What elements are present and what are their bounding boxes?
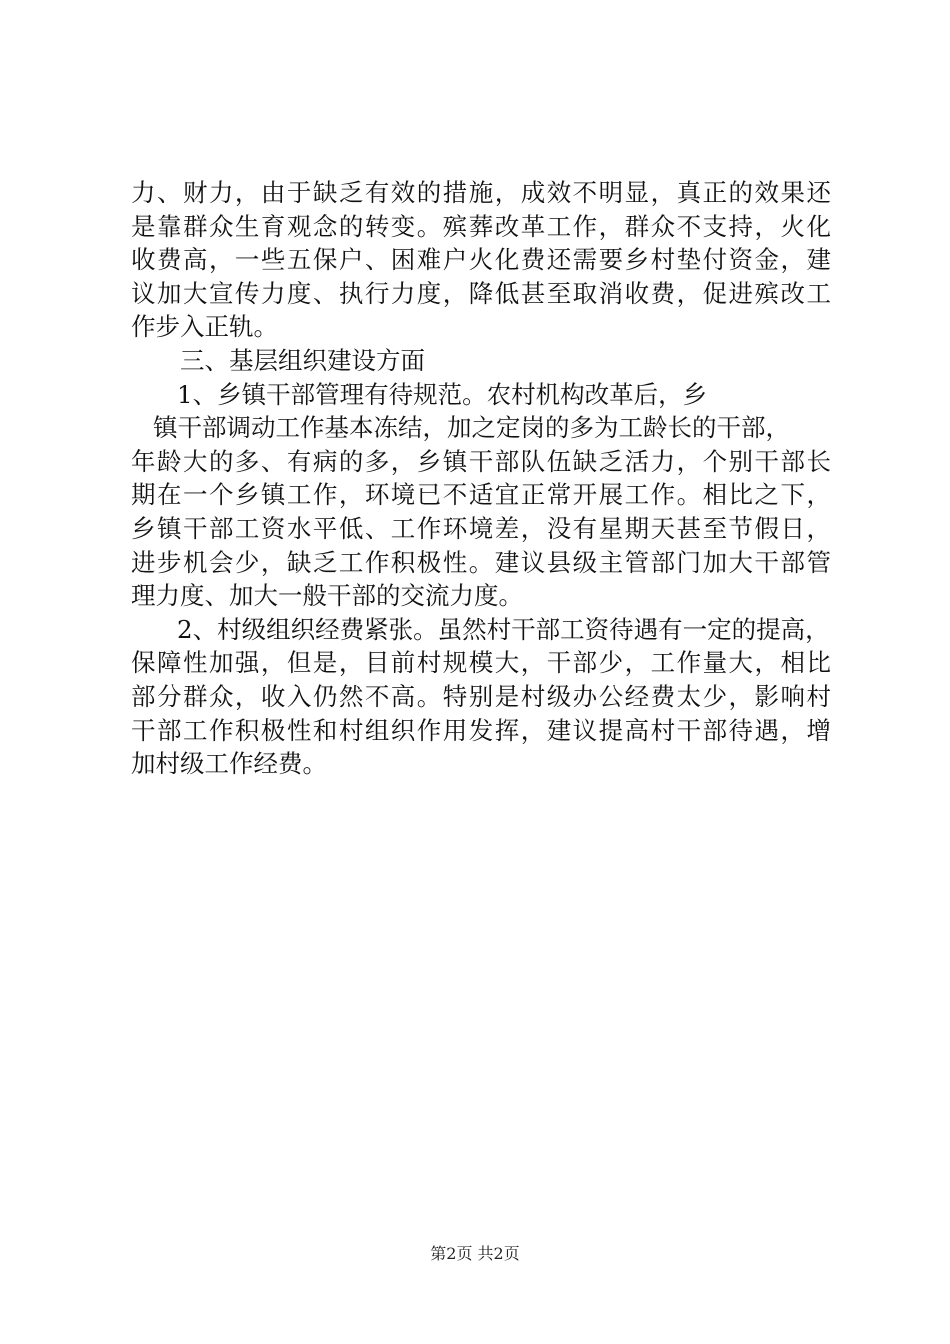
text-line: 进步机会少，缺乏工作积极性。建议县级主管部门加大干部管 <box>131 547 831 577</box>
page-number: 第2页 共2页 <box>430 1244 520 1263</box>
text-line: 期在一个乡镇工作，环境已不适宜正常开展工作。相比之下， <box>131 480 831 510</box>
document-body <box>131 176 831 781</box>
text-line: 作步入正轨。 <box>131 312 278 342</box>
text-line: 是靠群众生育观念的转变。殡葬改革工作，群众不支持，火化 <box>131 211 831 241</box>
text-line: 2、村级组织经费紧张。虽然村干部工资待遇有一定的提高， <box>177 614 830 644</box>
text-line: 干部工作积极性和村组织作用发挥，建议提高村干部待遇，增 <box>131 715 831 745</box>
text-line: 乡镇干部工资水平低、工作环境差，没有星期天甚至节假日， <box>131 513 831 543</box>
text-line: 年龄大的多、有病的多，乡镇干部队伍缺乏活力，个别干部长 <box>131 446 831 476</box>
text-line: 理力度、加大一般干部的交流力度。 <box>131 581 523 611</box>
text-line: 加村级工作经费。 <box>131 749 327 779</box>
text-line: 1、乡镇干部管理有待规范。农村机构改革后，乡 <box>177 379 708 409</box>
text-line: 镇干部调动工作基本冻结，加之定岗的多为工龄长的干部， <box>153 413 790 443</box>
text-line: 收费高，一些五保户、困难户火化费还需要乡村垫付资金，建 <box>131 245 831 275</box>
text-line: 部分群众，收入仍然不高。特别是村级办公经费太少，影响村 <box>131 681 831 711</box>
text-line: 保障性加强，但是，目前村规模大，干部少，工作量大，相比 <box>131 648 831 678</box>
text-line: 议加大宣传力度、执行力度，降低甚至取消收费，促进殡改工 <box>131 278 831 308</box>
page-footer <box>0 1243 950 1265</box>
section-heading: 三、基层组织建设方面 <box>180 345 425 375</box>
text-line: 力、财力，由于缺乏有效的措施，成效不明显，真正的效果还 <box>131 178 831 207</box>
